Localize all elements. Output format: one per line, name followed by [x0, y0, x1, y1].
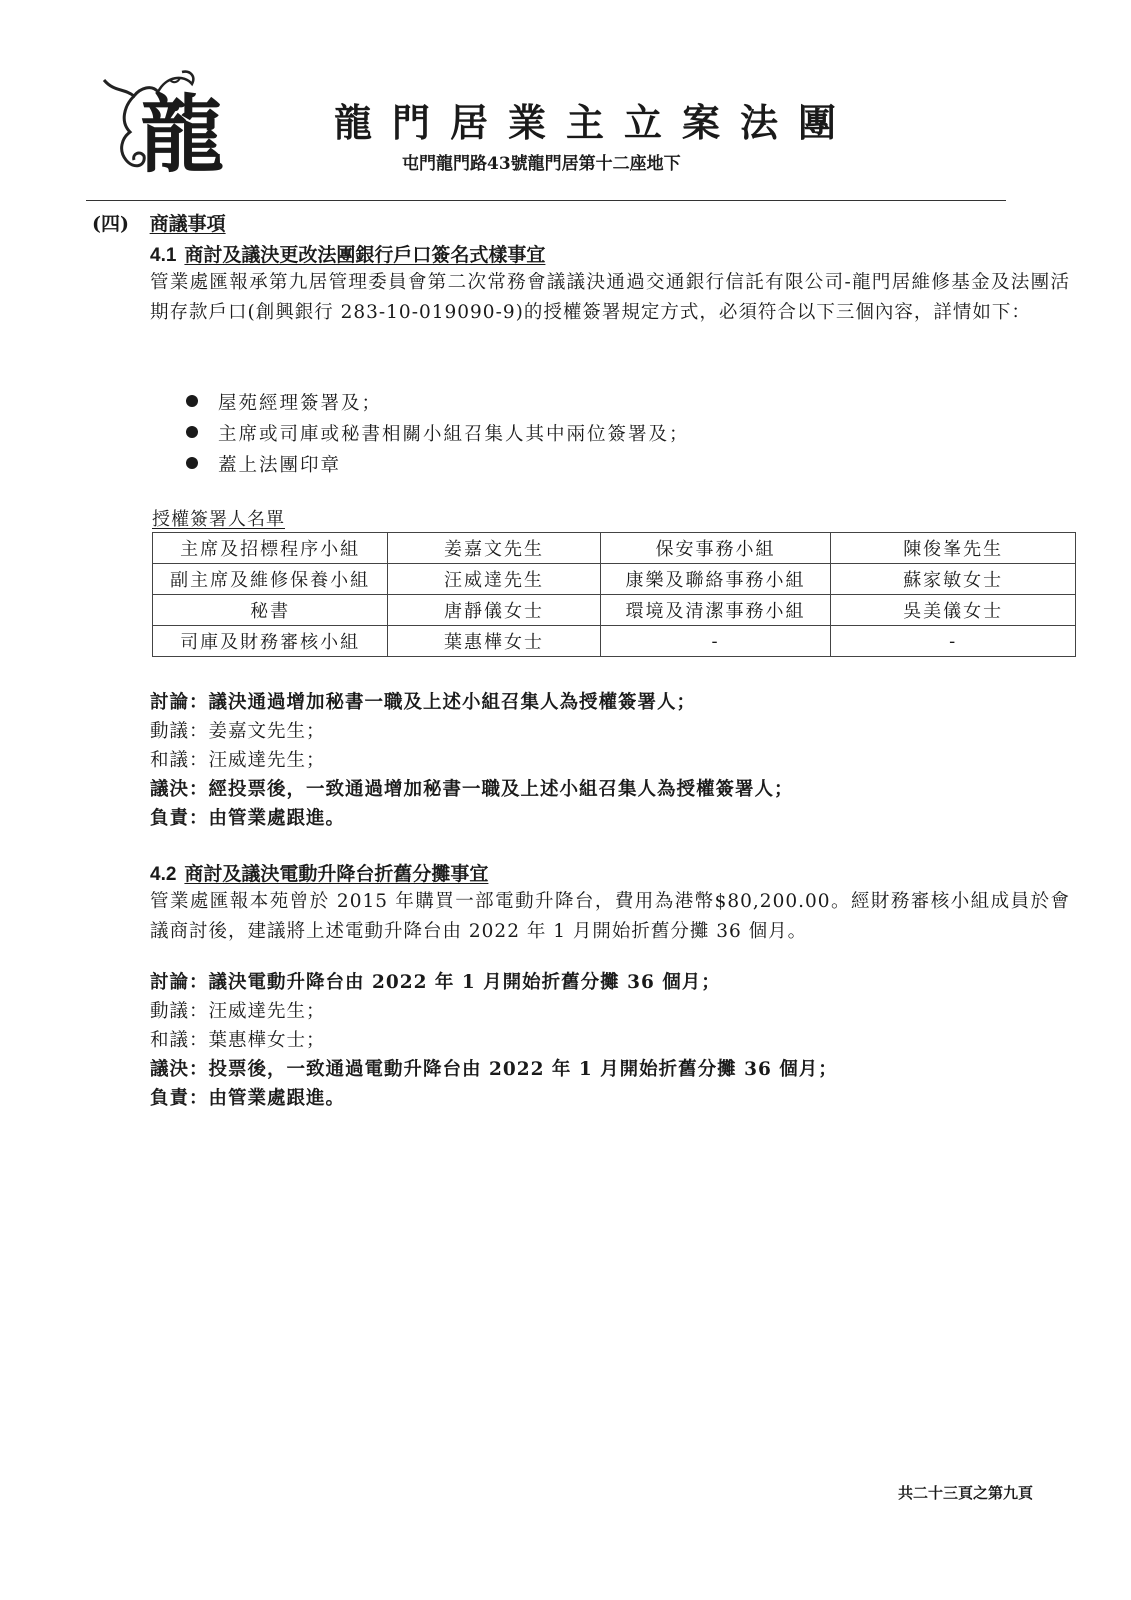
item-number: 4.2 — [150, 864, 177, 885]
table-cell: 司庫及財務審核小組 — [153, 626, 388, 657]
table-cell: - — [600, 626, 831, 657]
table-row — [153, 595, 1076, 626]
seconder-line: 和議：葉惠樺女士； — [150, 1030, 326, 1051]
table-cell: 陳俊峯先生 — [831, 533, 1076, 564]
section-heading — [92, 209, 226, 236]
discussion-line: 討論：議決電動升降台由 2022 年 1 月開始折舊分攤 36 個月； — [150, 972, 721, 993]
table-cell: 保安事務小組 — [600, 533, 831, 564]
item-title: 商討及議決更改法團銀行戶口簽名式樣事宜 — [184, 244, 546, 266]
item-4-1-resolution — [150, 688, 794, 833]
table-cell: 副主席及維修保養小組 — [153, 564, 388, 595]
item-title: 商討及議決電動升降台折舊分攤事宜 — [184, 863, 489, 885]
item-4-2-resolution — [150, 968, 838, 1113]
table-caption: 授權簽署人名單 — [152, 509, 285, 530]
seconder-line: 和議：汪威達先生； — [150, 750, 326, 771]
bullet-icon — [186, 395, 198, 407]
item-4-2-heading — [150, 859, 488, 886]
decision-line: 議決：投票後，一致通過電動升降台由 2022 年 1 月開始折舊分攤 36 個月； — [150, 1059, 838, 1080]
bullet-icon — [186, 426, 198, 438]
item-number: 4.1 — [150, 245, 177, 266]
organization-address: 屯門龍門路43號龍門居第十二座地下 — [402, 154, 681, 174]
item-4-2-paragraph: 管業處匯報本苑曾於 2015 年購買一部電動升降台，費用為港幣$80,200.00。經財務審核小組成員於會議商討後，建議將上述電動升降台由 2022 年 1 月開始折舊分攤 36 個月。 — [150, 891, 1070, 942]
decision-line: 議決：經投票後，一致通過增加秘書一職及上述小組召集人為授權簽署人； — [150, 779, 794, 800]
discussion-line: 討論：議決通過增加秘書一職及上述小組召集人為授權簽署人； — [150, 692, 697, 713]
list-item: 蓋上法團印章 — [186, 450, 690, 481]
table-cell: - — [831, 626, 1076, 657]
mover-line: 動議：姜嘉文先生； — [150, 721, 326, 742]
table-cell: 秘書 — [153, 595, 388, 626]
item-4-1-heading — [150, 240, 545, 267]
authorized-signatories-table — [152, 532, 1076, 657]
table-cell: 蘇家敏女士 — [831, 564, 1076, 595]
list-item: 屋苑經理簽署及； — [186, 388, 690, 419]
section-title: 商議事項 — [149, 213, 226, 235]
table-row — [153, 533, 1076, 564]
responsible-line: 負責：由管業處跟進。 — [150, 808, 346, 829]
table-cell: 葉惠樺女士 — [388, 626, 600, 657]
table-cell: 唐靜儀女士 — [388, 595, 600, 626]
table-row — [153, 564, 1076, 595]
table-cell: 主席及招標程序小組 — [153, 533, 388, 564]
header-divider — [86, 200, 1006, 201]
section-label: (四) — [92, 213, 129, 235]
bullet-icon — [186, 457, 198, 469]
item-4-1-paragraph: 管業處匯報承第九居管理委員會第二次常務會議議決通過交通銀行信託有限公司-龍門居維修基金及法團活期存款戶口(創興銀行 283-10-019090-9)的授權簽署規定方式，必須符合以下三個內容，詳情如下： — [150, 272, 1070, 323]
table-cell: 吳美儀女士 — [831, 595, 1076, 626]
table-cell: 姜嘉文先生 — [388, 533, 600, 564]
table-cell: 汪威達先生 — [388, 564, 600, 595]
list-item: 主席或司庫或秘書相關小組召集人其中兩位簽署及； — [186, 419, 690, 450]
organization-name: 龍門居業主立案法團 — [334, 100, 857, 145]
table-cell: 環境及清潔事務小組 — [600, 595, 831, 626]
table-row — [153, 626, 1076, 657]
mover-line: 動議：汪威達先生； — [150, 1001, 326, 1022]
signing-requirements-list — [186, 388, 690, 481]
responsible-line: 負責：由管業處跟進。 — [150, 1088, 346, 1109]
table-cell: 康樂及聯絡事務小組 — [600, 564, 831, 595]
dragon-logo — [100, 66, 230, 178]
svg-text:龍: 龍 — [140, 85, 225, 178]
page-number: 共二十三頁之第九頁 — [898, 1484, 1034, 1502]
